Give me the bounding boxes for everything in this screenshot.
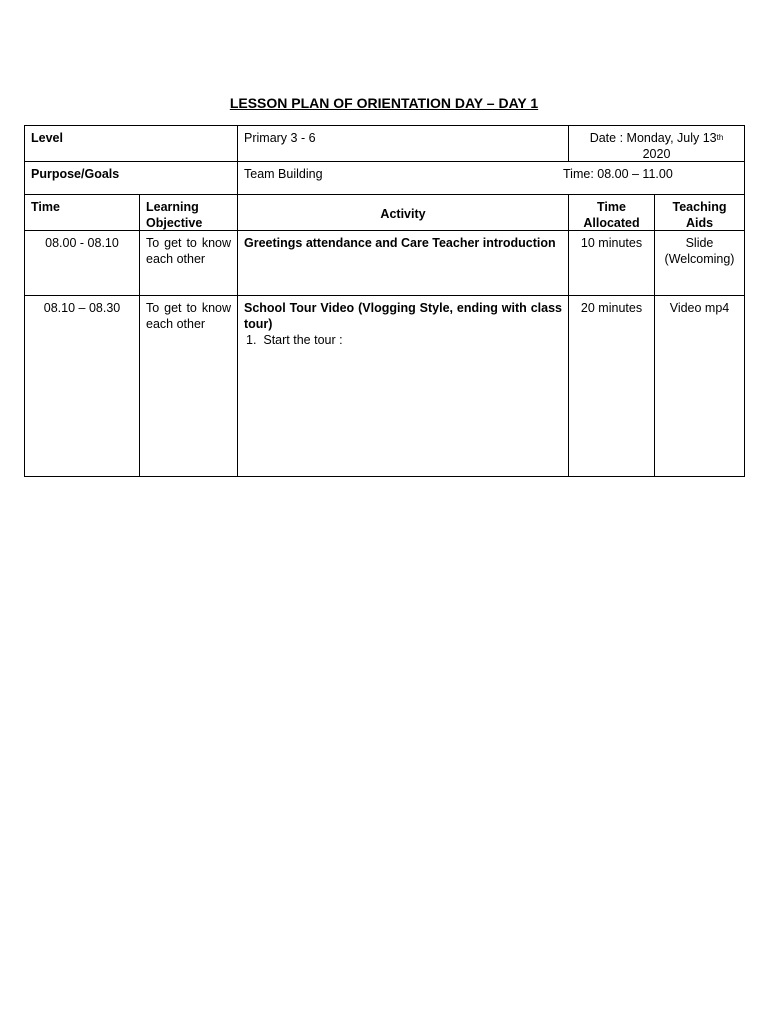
row1-activity: Greetings attendance and Care Teacher introduction [237, 230, 569, 296]
row1-objective: To get to know each other [139, 230, 238, 296]
row2-allocated: 20 minutes [568, 295, 655, 477]
row1-allocated: 10 minutes [568, 230, 655, 296]
level-label: Level [24, 125, 238, 162]
row2-activity [237, 295, 569, 477]
row2-time: 08.10 – 08.30 [24, 295, 140, 477]
date-suffix: th [716, 133, 724, 142]
time-range: Time: 08.00 – 11.00 [563, 167, 673, 181]
date-year: 2020 [642, 147, 671, 161]
col-allocated-header: Time Allocated [568, 194, 655, 231]
purpose-value: Team Building [244, 167, 323, 181]
row2-activity-title: School Tour Video (Vlogging Style, ending with class tour) [244, 301, 562, 331]
row2-objective: To get to know each other [139, 295, 238, 477]
purpose-row [237, 161, 745, 195]
row2-aids: Video mp4 [654, 295, 745, 477]
row2-step: 1. Start the tour : [246, 333, 343, 347]
col-activity-header: Activity [237, 194, 569, 231]
level-value: Primary 3 - 6 [237, 125, 569, 162]
row1-aids: Slide (Welcoming) [654, 230, 745, 296]
col-time-header: Time [24, 194, 140, 231]
col-aids-header: Teaching Aids [654, 194, 745, 231]
col-objective-header: Learning Objective [139, 194, 238, 231]
date-text: Date : Monday, July 13 [589, 131, 717, 145]
row1-time: 08.00 - 08.10 [24, 230, 140, 296]
date-cell [568, 125, 745, 162]
page-title: LESSON PLAN OF ORIENTATION DAY – DAY 1 [229, 95, 539, 111]
purpose-label: Purpose/Goals [24, 161, 238, 195]
